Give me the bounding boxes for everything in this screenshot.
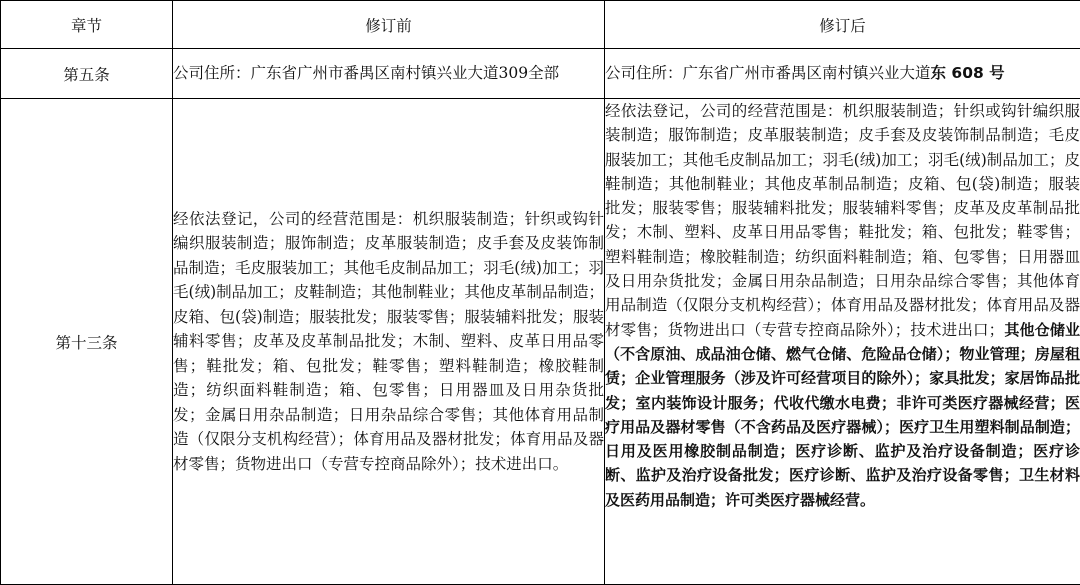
- after-text: [605, 49, 1080, 99]
- after-added-text: 其他仓储业（不含原油、成品油仓储、燃气仓储、危险品仓储）；物业管理；房屋租赁；企业管理服务（涉及许可经营项目的除外）；家具批发；家居饰品批发；室内装饰设计服务；代收代缴水电费；非许可类医疗器械经营；医疗用品及器材零售（不含药品及医疗器械）；医疗卫生用塑料制品制造；日用及医用橡胶制品制造；医疗诊断、监护及治疗设备制造；医疗诊断、监护及治疗设备批发；医疗诊断、监护及治疗设备零售；卫生材料及医药用品制造；许可类医疗器械经营。: [605, 321, 1080, 509]
- before-text: 公司住所：广东省广州市番禺区南村镇兴业大道309全部: [173, 49, 605, 99]
- before-text: 经依法登记，公司的经营范围是：机织服装制造；针织或钩针编织服装制造；服饰制造；皮革服装制造；皮手套及皮装饰制品制造；毛皮服装加工；其他毛皮制品加工；羽毛(绒)加工；羽毛(绒)制品加工；皮鞋制造；其他制鞋业；其他皮革制品制造；皮箱、包(袋)制造；服装批发；服装零售；服装辅料批发；服装辅料零售；皮革及皮革制品批发；木制、塑料、皮革日用品零售；鞋批发；箱、包批发；鞋零售；塑料鞋制造；橡胶鞋制造；纺织面料鞋制造；箱、包零售；日用器皿及日用杂货批发；金属日用杂品制造；日用杂品综合零售；其他体育用品制造（仅限分支机构经营）；体育用品及器材批发；体育用品及器材零售；货物进出口（专营专控商品除外）；技术进出口。: [173, 99, 605, 585]
- header-before: 修订前: [173, 1, 605, 49]
- table-row: [1, 99, 1080, 585]
- after-unchanged-text: 公司住所：广东省广州市番禺区南村镇兴业大道: [605, 64, 931, 82]
- section-label: 第十三条: [1, 99, 173, 585]
- header-row: [1, 1, 1080, 49]
- section-label: 第五条: [1, 49, 173, 99]
- header-chapter: 章节: [1, 1, 173, 49]
- header-after: 修订后: [605, 1, 1080, 49]
- after-added-text: 东 608 号: [931, 64, 1005, 82]
- after-unchanged-text: 经依法登记，公司的经营范围是：机织服装制造；针织或钩针编织服装制造；服饰制造；皮革服装制造；皮手套及皮装饰制品制造；毛皮服装加工；其他毛皮制品加工；羽毛(绒)加工；羽毛(绒)制品加工；皮鞋制造；其他制鞋业；其他皮革制品制造；皮箱、包(袋)制造；服装批发；服装零售；服装辅料批发；服装辅料零售；皮革及皮革制品批发；木制、塑料、皮革日用品零售；鞋批发；箱、包批发；鞋零售；塑料鞋制造；橡胶鞋制造；纺织面料鞋制造；箱、包零售；日用器皿及日用杂货批发；金属日用杂品制造；日用杂品综合零售；其他体育用品制造（仅限分支机构经营）；体育用品及器材批发；体育用品及器材零售；货物进出口（专营专控商品除外）；技术进出口；: [605, 102, 1080, 339]
- table-row: [1, 49, 1080, 99]
- after-text: [605, 99, 1080, 585]
